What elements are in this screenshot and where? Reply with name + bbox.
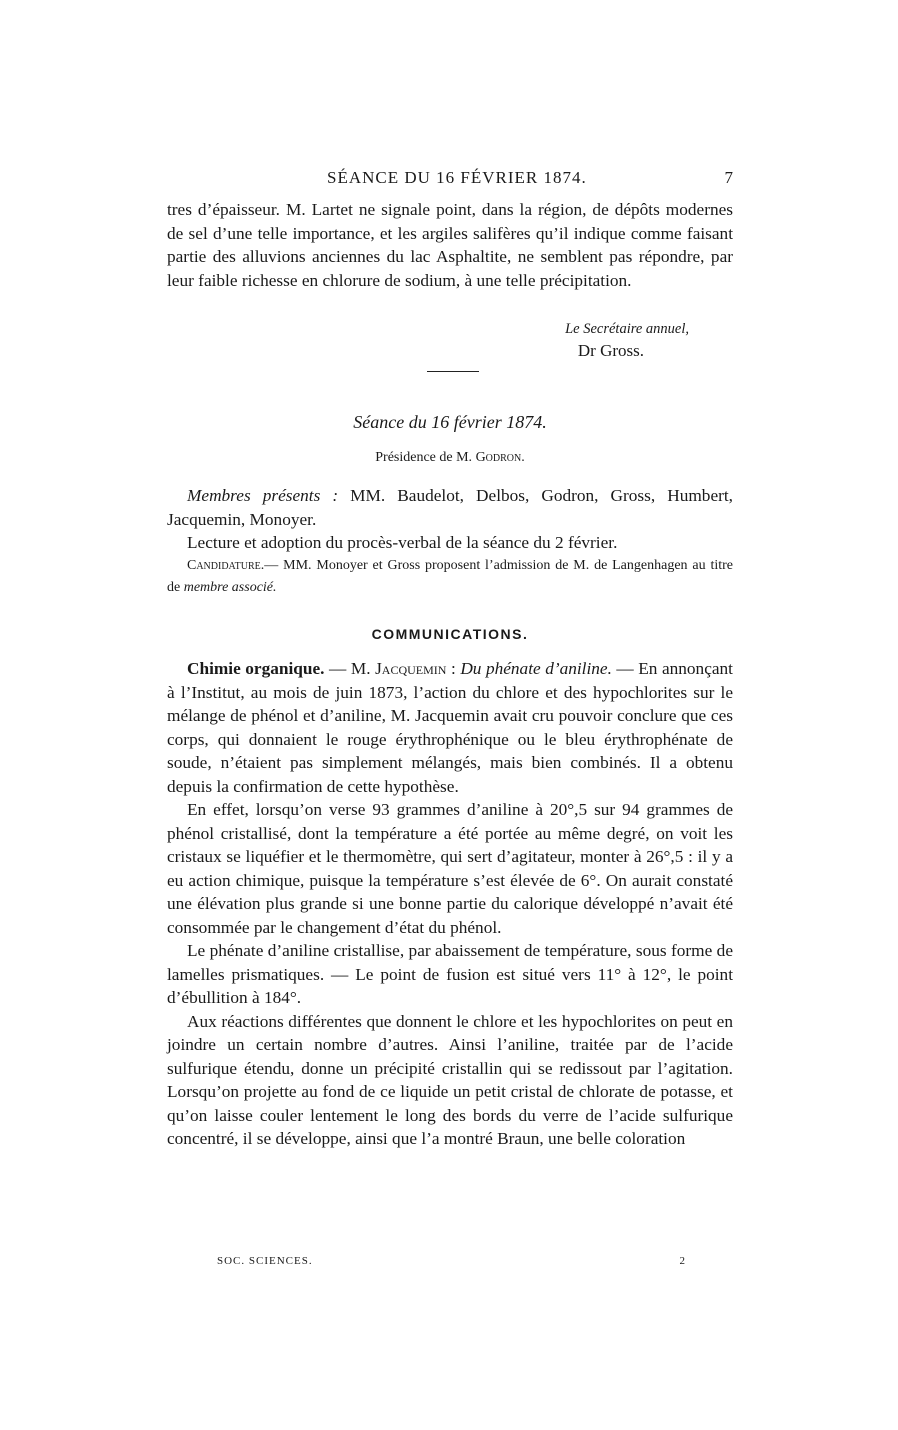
communication-subject: Chimie organique. (187, 659, 325, 678)
president-name: Godron. (475, 450, 525, 465)
candidature-paragraph (167, 555, 733, 599)
candidature-text: — MM. Monoyer et Gross proposent l’admission de M. de Langenhagen au titre de (167, 557, 733, 595)
continuation-paragraph: tres d’épaisseur. M. Lartet ne signale point, dans la région, de dépôts modernes de sel d’une telle importance, et les argiles salifères qu’il indique comme faisant partie des alluvions anciennes du lac Asphaltite, ne semblent pas répondre, par leur faible richesse en chlorure de sodium, à une telle précipitation. (167, 200, 733, 290)
signature-name: Dr Gross. (577, 341, 644, 360)
communication-author: Jacquemin (375, 659, 447, 678)
section-divider (427, 371, 479, 372)
lecture-line: Lecture et adoption du procès-verbal de la séance du 2 février. (187, 533, 618, 552)
communication-colon: : (446, 659, 461, 678)
secretary-signature (565, 318, 689, 362)
members-label: Membres présents : (187, 486, 339, 505)
running-head (167, 168, 733, 190)
session-title: Séance du 16 février 1874. (353, 412, 547, 432)
communication-paragraph-3: Le phénate d’aniline cristallise, par abaissement de température, sous forme de lamelles prismatiques. — Le point de fusion est situé vers 11° à 12°, le point d’ébullition à 184°. (167, 941, 733, 1007)
members-block (167, 484, 733, 599)
communication-paragraph-4: Aux réactions différentes que donnent le chlore et les hypochlorites on peut en joindre un certain nombre d’autres. Ainsi l’aniline, traitée par de l’acide sulfurique étendu, donne un précipité cristallin qui se redissout par l’agitation. Lorsqu’on projette au fond de ce liquide un petit cristal de chlorate de potasse, et qu’on laisse couler lentement le long des bords du verre de l’acide sulfurique concentré, il se développe, ainsi que l’a montré Braun, une belle coloration (167, 1011, 733, 1148)
presidence-line (167, 450, 733, 466)
presidence-label: Présidence de M. (375, 450, 473, 465)
running-head-title: SÉANCE DU 16 FÉVRIER 1874. (327, 168, 587, 187)
communication-paragraph-1 (167, 657, 733, 798)
communications-heading: COMMUNICATIONS. (371, 626, 529, 642)
footer-sheet-number: 2 (679, 1255, 685, 1267)
communication-p1-text: — En annonçant à l’Institut, au mois de juin 1873, l’action du chlore et des hypochlorites sur le mélange de phénol et d’aniline, M. Jacquemin avait cru pouvoir conclure que ces corps, qui donnaient le rouge érythrophénique ou le bleu érythrophénate de soude, n’étaient pas simplement mélangés, mais bien combinés. Il a obtenu depuis la confirmation de cette hypothèse. (167, 659, 733, 796)
communication-dash: — M. (324, 659, 376, 678)
candidature-role: membre associé. (183, 579, 277, 595)
members-present (167, 484, 733, 531)
signature-role: Le Secrétaire annuel, (565, 321, 689, 337)
candidature-label: Candidature. (187, 557, 265, 573)
footer-signature-mark: SOC. SCIENCES. (217, 1255, 313, 1267)
communication-body (167, 657, 733, 1151)
page-number: 7 (724, 168, 733, 187)
members-names: MM. Baudelot, Delbos, Godron, Gross, Humbert, Jacquemin, Monoyer. (167, 486, 733, 529)
communication-paragraph-2: En effet, lorsqu’on verse 93 grammes d’aniline à 20°,5 sur 94 grammes de phénol cristallisé, dont la température a été portée au même degré, on voit les cristaux se liquéfier et le thermomètre, qui sert d’agitateur, monter à 26°,5 : il y a eu action chimique, puisque la température s’est élevée de 6°. On aurait constaté une élévation plus grande si une bonne partie du calorique développé n’avait été consommée par le changement d’état du phénol. (167, 800, 733, 937)
communication-title: Du phénate d’aniline. (460, 659, 612, 678)
